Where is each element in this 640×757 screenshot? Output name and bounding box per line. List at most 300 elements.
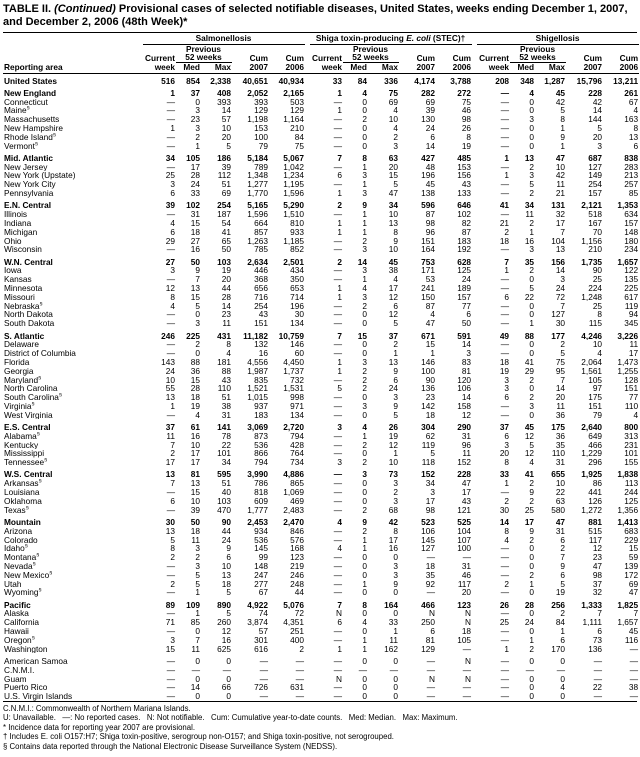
value-cell: 110: [217, 384, 231, 394]
value-cell: —: [295, 692, 304, 701]
value-cell: 17: [190, 458, 200, 467]
value-cell: 12: [592, 544, 603, 554]
y2006-label: 2006: [603, 63, 639, 74]
value-cell: 2: [529, 535, 535, 545]
value-cell: 890: [217, 599, 231, 610]
value-cell: —: [166, 162, 175, 172]
value-cell: 189: [457, 284, 472, 293]
value-cell: 33: [332, 75, 342, 86]
value-cell: 1,735: [581, 256, 603, 267]
value-cell: 14: [425, 141, 435, 151]
reporting-area-cell: Nebraska§: [4, 301, 43, 311]
value-cell: —: [333, 319, 342, 329]
value-cell: 17: [461, 488, 472, 497]
value-cell: 14: [190, 683, 200, 693]
value-cell: —: [500, 115, 510, 124]
value-cell: 516: [161, 75, 175, 86]
value-cell: 75: [388, 87, 398, 98]
value-cell: 2: [529, 162, 535, 172]
value-cell: 6: [633, 141, 639, 151]
table-row: [3, 210, 639, 219]
table-row: [3, 419, 639, 431]
value-cell: 31: [221, 410, 231, 420]
value-cell: 1,657: [617, 256, 639, 267]
value-cell: 1,348: [247, 171, 268, 181]
value-cell: 13: [165, 469, 175, 480]
value-cell: —: [166, 97, 175, 107]
value-cell: 0: [362, 588, 367, 598]
reporting-area-cell: Louisiana: [4, 488, 40, 497]
value-cell: 24: [524, 618, 535, 628]
value-cell: —: [166, 692, 175, 701]
value-cell: 5: [560, 579, 566, 589]
value-cell: 126: [588, 496, 603, 506]
group-header-salmonellosis: Salmonellosis: [143, 34, 305, 44]
value-cell: 664: [254, 218, 268, 228]
value-cell: —: [426, 655, 435, 666]
value-cell: 104: [457, 526, 472, 536]
value-cell: —: [500, 627, 510, 636]
value-cell: 98: [425, 218, 435, 228]
value-cell: 254: [217, 200, 231, 211]
value-cell: 2: [560, 609, 566, 619]
value-cell: 2: [170, 449, 175, 459]
value-cell: 98: [461, 115, 472, 124]
value-cell: 210: [588, 245, 603, 255]
value-cell: 15: [190, 292, 200, 302]
value-cell: 175: [588, 393, 603, 402]
value-cell: 1: [337, 227, 342, 237]
value-cell: 42: [388, 516, 398, 527]
value-cell: 835: [254, 375, 268, 385]
value-cell: 105: [588, 375, 603, 385]
value-cell: 13,211: [613, 75, 639, 86]
value-cell: 28: [190, 171, 200, 181]
value-cell: 26: [461, 123, 472, 133]
table-row: [3, 106, 639, 115]
value-cell: 113: [624, 479, 639, 489]
value-cell: 2,052: [247, 87, 268, 98]
value-cell: 1,042: [283, 162, 304, 172]
value-cell: —: [462, 644, 472, 654]
previous-label: Previous: [352, 44, 389, 54]
value-cell: N: [465, 674, 472, 684]
value-cell: N: [429, 609, 435, 619]
value-cell: 22: [524, 292, 535, 302]
value-cell: 789: [254, 162, 268, 172]
value-cell: 30: [499, 505, 510, 515]
value-cell: —: [500, 141, 510, 151]
value-cell: —: [333, 553, 342, 562]
value-cell: 17: [425, 496, 435, 506]
value-cell: 40,934: [278, 75, 304, 86]
value-cell: 0: [362, 106, 367, 116]
value-cell: 0: [195, 674, 200, 684]
value-cell: —: [333, 275, 342, 285]
value-cell: 3: [362, 469, 367, 480]
table-row: [3, 340, 639, 349]
value-cell: 2: [529, 393, 535, 402]
value-cell: —: [500, 588, 510, 598]
value-cell: —: [333, 655, 342, 666]
value-cell: 13: [190, 479, 200, 489]
reporting-area-cell: South Carolina§: [4, 393, 62, 402]
value-cell: 186: [217, 152, 231, 163]
reporting-area-cell: Nevada§: [4, 561, 36, 571]
value-cell: 18: [221, 579, 231, 589]
value-cell: 1: [362, 210, 367, 219]
table-row: [3, 133, 639, 142]
value-cell: 9: [226, 544, 231, 554]
value-cell: 148: [254, 561, 268, 571]
value-cell: 2,470: [283, 516, 304, 527]
week-label: week: [310, 63, 343, 74]
value-cell: —: [500, 692, 510, 701]
value-cell: 0: [195, 97, 200, 107]
reporting-area-cell: Kansas: [4, 275, 32, 285]
value-cell: 19: [555, 588, 566, 598]
value-cell: 1: [362, 431, 367, 441]
value-cell: 1,510: [283, 210, 304, 219]
value-cell: 19: [388, 431, 398, 441]
value-cell: 671: [421, 330, 435, 341]
value-cell: —: [295, 655, 304, 666]
value-cell: 84: [357, 75, 367, 86]
value-cell: —: [500, 570, 510, 580]
value-cell: 4,246: [581, 330, 603, 341]
value-cell: 73: [388, 469, 398, 480]
value-cell: 41: [221, 227, 231, 237]
value-cell: 59: [628, 553, 639, 562]
table-row: [3, 527, 639, 536]
value-cell: 580: [551, 505, 566, 515]
value-cell: 13: [524, 152, 535, 163]
value-cell: —: [259, 655, 268, 666]
value-cell: 77: [628, 393, 639, 402]
value-cell: 4: [529, 458, 535, 467]
value-cell: 88: [524, 330, 535, 341]
current-label: Current: [145, 53, 175, 63]
reporting-area-cell: New Hampshire: [4, 123, 64, 133]
value-cell: 13: [555, 245, 566, 255]
value-cell: 1,596: [283, 189, 304, 198]
value-cell: 2: [529, 479, 535, 489]
reporting-area-cell: United States: [4, 75, 58, 86]
value-cell: —: [166, 561, 175, 571]
value-cell: 22: [555, 488, 566, 497]
value-cell: —: [500, 544, 510, 554]
value-cell: 151: [588, 401, 603, 411]
value-cell: 44: [221, 526, 231, 536]
table-row: [3, 653, 639, 665]
value-cell: 151: [254, 319, 268, 329]
value-cell: 0: [560, 655, 566, 666]
value-cell: 2: [362, 115, 367, 124]
table-row: [3, 488, 639, 497]
value-cell: 27: [165, 256, 175, 267]
value-cell: 634: [624, 210, 639, 219]
value-cell: 5: [195, 570, 200, 580]
value-cell: 0: [393, 683, 398, 693]
value-cell: 3: [362, 401, 367, 411]
value-cell: 1,069: [283, 488, 304, 497]
value-cell: —: [333, 635, 342, 645]
value-cell: 115: [588, 319, 603, 329]
value-cell: —: [333, 393, 342, 402]
value-cell: 2: [337, 256, 342, 267]
value-cell: 0: [362, 410, 367, 420]
value-cell: 8: [393, 227, 398, 237]
value-cell: 3: [362, 189, 367, 198]
value-cell: 170: [551, 644, 566, 654]
value-cell: —: [166, 310, 175, 320]
value-cell: 54: [221, 218, 231, 228]
value-cell: 336: [384, 75, 398, 86]
reporting-area-cell: Oregon§: [4, 635, 35, 645]
value-cell: 5,165: [247, 200, 268, 211]
value-cell: 11: [389, 635, 398, 645]
value-cell: 466: [421, 599, 435, 610]
value-cell: 2: [393, 132, 398, 142]
value-cell: —: [333, 449, 342, 459]
value-cell: 11: [191, 535, 200, 545]
value-cell: —: [629, 655, 639, 666]
value-cell: 4: [337, 544, 342, 554]
value-cell: 0: [362, 553, 367, 562]
value-cell: 0: [393, 692, 398, 701]
value-cell: 0: [393, 588, 398, 598]
value-cell: 157: [624, 218, 639, 228]
value-cell: 525: [457, 516, 472, 527]
value-cell: 313: [624, 431, 639, 441]
value-cell: 50: [190, 516, 200, 527]
value-cell: —: [333, 266, 342, 276]
value-cell: —: [333, 97, 342, 107]
value-cell: 84: [555, 618, 566, 628]
value-cell: 4: [430, 310, 435, 320]
value-cell: —: [333, 526, 342, 536]
value-cell: —: [295, 674, 304, 684]
value-cell: 13: [388, 357, 398, 367]
value-cell: —: [333, 340, 342, 350]
reporting-area-cell: Indiana: [4, 218, 32, 228]
value-cell: —: [500, 132, 510, 142]
value-cell: 0: [195, 655, 200, 666]
value-cell: 2: [560, 544, 566, 554]
value-cell: 84: [294, 132, 304, 142]
table-row: [3, 432, 639, 441]
reporting-area-cell: Maine§: [4, 106, 30, 116]
value-cell: 250: [421, 618, 435, 628]
value-cell: 13: [190, 284, 200, 293]
value-cell: 2: [504, 579, 510, 589]
value-cell: —: [593, 655, 603, 666]
value-cell: 10: [190, 496, 200, 506]
value-cell: —: [629, 692, 639, 701]
value-cell: 1,156: [581, 236, 603, 246]
value-cell: 1: [504, 479, 510, 489]
value-cell: 0: [529, 310, 535, 320]
reporting-area-cell: Florida: [4, 357, 30, 367]
value-cell: 2: [170, 553, 175, 562]
value-cell: 87: [461, 227, 472, 237]
value-cell: 4: [226, 349, 231, 358]
value-cell: 5: [226, 609, 231, 619]
reporting-area-cell: South Dakota: [4, 319, 55, 329]
value-cell: 35: [524, 256, 535, 267]
value-cell: 42: [555, 97, 566, 107]
value-cell: 1: [337, 87, 342, 98]
y2007-label: 2007: [566, 63, 603, 74]
value-cell: 0: [529, 655, 535, 666]
reporting-area-cell: Pennsylvania: [4, 189, 54, 198]
table-row: [3, 692, 639, 701]
value-cell: 151: [624, 384, 639, 394]
value-cell: 0: [362, 349, 367, 358]
value-cell: 818: [254, 488, 268, 497]
value-cell: 714: [290, 292, 304, 302]
value-cell: 0: [362, 393, 367, 402]
value-cell: —: [500, 401, 510, 411]
value-cell: 1: [393, 449, 398, 459]
value-cell: 25: [524, 505, 535, 515]
value-cell: 17: [388, 535, 398, 545]
value-cell: —: [333, 162, 342, 172]
y2007-label: 2007: [399, 63, 436, 74]
reporting-area-cell: Iowa: [4, 266, 22, 276]
footnote-dagger: † Includes E. coli O157:H7; Shiga toxin-positive, serogroup non-O157; and Shiga toxin-positive, not serogrouped.: [3, 732, 394, 742]
value-cell: 95: [555, 366, 566, 376]
value-cell: 616: [254, 644, 268, 654]
value-cell: —: [500, 553, 510, 562]
value-cell: —: [166, 132, 175, 142]
value-cell: 596: [421, 200, 435, 211]
value-cell: 45: [388, 256, 398, 267]
value-cell: —: [333, 375, 342, 385]
value-cell: 39: [190, 505, 200, 515]
value-cell: 1,521: [247, 384, 268, 394]
value-cell: 15: [628, 544, 639, 554]
value-cell: —: [166, 340, 175, 350]
value-cell: 1,185: [283, 236, 304, 246]
value-cell: 732: [290, 375, 304, 385]
value-cell: 225: [186, 330, 200, 341]
value-cell: 470: [217, 505, 231, 515]
value-cell: 19: [190, 401, 200, 411]
value-cell: 998: [290, 393, 304, 402]
value-cell: 4: [393, 106, 398, 116]
table-row: [3, 245, 639, 254]
value-cell: 301: [254, 635, 268, 645]
value-cell: 3: [529, 401, 535, 411]
value-cell: 0: [529, 141, 535, 151]
value-cell: 112: [217, 171, 231, 181]
value-cell: 683: [624, 526, 639, 536]
value-cell: 786: [254, 479, 268, 489]
value-cell: 75: [461, 97, 472, 107]
value-cell: 4: [633, 410, 639, 420]
value-cell: 18: [425, 410, 435, 420]
value-cell: 9: [362, 200, 367, 211]
value-cell: 148: [624, 227, 639, 237]
value-cell: 1: [362, 162, 367, 172]
value-cell: 187: [217, 210, 231, 219]
table-row: [3, 497, 639, 506]
value-cell: 6: [504, 393, 510, 402]
value-cell: 2: [195, 553, 200, 562]
value-cell: 244: [624, 488, 639, 497]
value-cell: 34: [524, 200, 535, 211]
value-cell: 5: [529, 284, 535, 293]
value-cell: —: [593, 674, 603, 684]
value-cell: 152: [421, 469, 435, 480]
value-cell: 17: [165, 458, 175, 467]
previous-label: Previous: [520, 44, 556, 54]
previous-label: Previous: [185, 44, 222, 54]
value-cell: 1: [362, 275, 367, 285]
value-cell: 0: [362, 319, 367, 329]
value-cell: 156: [457, 171, 472, 181]
value-cell: 45: [425, 180, 435, 190]
table-row: [3, 275, 639, 284]
value-cell: 39: [425, 106, 435, 116]
value-cell: 30: [165, 516, 175, 527]
reporting-area-cell: Mountain: [4, 516, 41, 527]
table-row: [3, 618, 639, 627]
value-cell: 15: [190, 218, 200, 228]
value-cell: —: [333, 479, 342, 489]
value-cell: 18: [190, 393, 200, 402]
value-cell: 1: [337, 218, 342, 228]
value-cell: 129: [254, 106, 268, 116]
value-cell: —: [525, 665, 535, 675]
value-cell: 2,064: [581, 357, 603, 367]
value-cell: 47: [388, 189, 398, 198]
value-cell: 39: [165, 200, 175, 211]
reporting-area-cell: Hawaii: [4, 627, 29, 636]
value-cell: —: [166, 665, 175, 675]
value-cell: 485: [457, 152, 472, 163]
value-cell: —: [500, 319, 510, 329]
subheader-row-1: [3, 53, 639, 62]
value-cell: 0: [195, 310, 200, 320]
value-cell: 0: [362, 627, 367, 636]
value-cell: —: [333, 349, 342, 358]
value-cell: 143: [161, 357, 175, 367]
value-cell: 846: [290, 526, 304, 536]
reporting-area-cell: North Dakota: [4, 310, 53, 320]
value-cell: 5: [195, 301, 200, 311]
value-cell: —: [166, 674, 175, 684]
value-cell: 1,111: [582, 618, 603, 628]
value-cell: 121: [457, 505, 472, 515]
footnote-section: § Contains data reported through the National Electronic Disease Surveillance System (NEDSS).: [3, 741, 338, 751]
table-row: [3, 467, 639, 479]
value-cell: —: [166, 655, 175, 666]
value-cell: 66: [221, 683, 231, 693]
value-cell: 26: [388, 421, 398, 432]
value-cell: 2: [337, 200, 342, 211]
value-cell: 2,501: [283, 256, 304, 267]
table-row: [3, 441, 639, 450]
value-cell: 106: [421, 526, 435, 536]
value-cell: 177: [551, 330, 566, 341]
value-cell: 753: [421, 256, 435, 267]
value-cell: 181: [217, 357, 231, 367]
value-cell: 2,483: [283, 505, 304, 515]
value-cell: 3: [362, 266, 367, 276]
value-cell: 4: [362, 87, 367, 98]
